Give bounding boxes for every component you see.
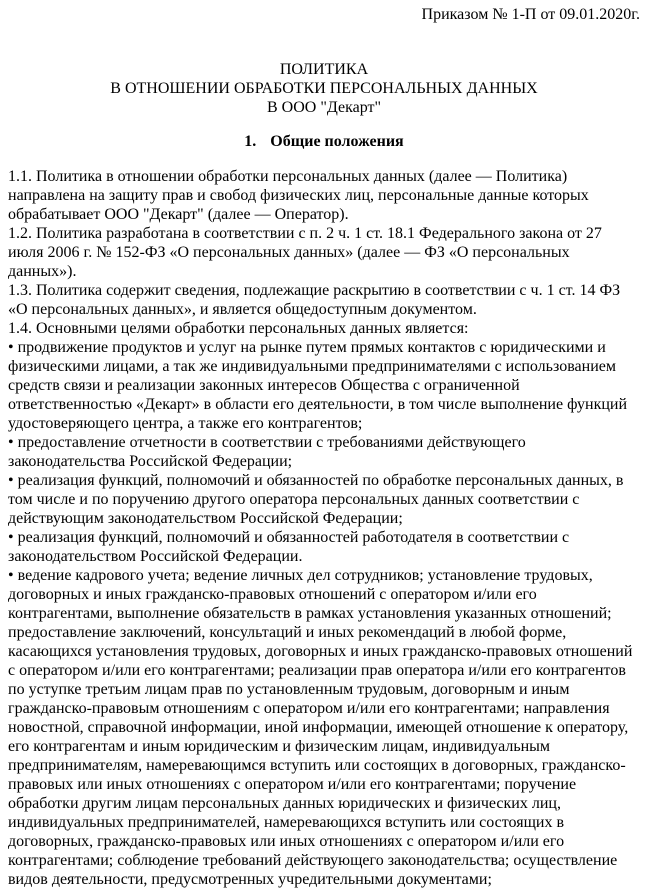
bullet-item-goals-hr-and-relations: • ведение кадрового учета; ведение личных дел сотрудников; установление трудовых, договорных и иных гражданско-правовых отношений с оператором и/или его контрагентами, выполнение обязательств в рамках установления указанных отношений; предоставление заключений, консультаций и иных рекомендаций в любой форме, касающихся установления трудовых, договорных и иных гражданско-правовых отношений с оператором и/или его контрагентами; реализации прав оператора и/или его контрагентов по уступке третьим лицам прав по установленным трудовым, договорным и иным гражданско-правовым отношениям с оператором и/или его контрагентами; направления новостной, справочной информации, иной информации, имеющей отношение к оператору, его контрагентам и иным юридическим и физическим лицам, индивидуальным предпринимателям, намеревающимся вступить или состоящих в договорных, гражданско-правовых или иных отношениях с оператором и/или его контрагентами; поручение обработки другим лицам персональных данных юридических и физических лиц, индивидуальных предпринимателей, намеревающихся вступить или состоящих в договорных, гражданско-правовых или иных отношениях с оператором и/или его контрагентами; соблюдение требований действующего законодательства; осуществление видов деятельности, предусмотренных учредительными документами; [8, 567, 633, 888]
approval-line: Приказом № 1-П от 09.01.2020г. [421, 6, 640, 23]
paragraph-1-4: 1.4. Основными целями обработки персональных данных является: [8, 320, 469, 337]
bullet-item-goals-employer-functions: • реализация функций, полномочий и обязанностей работодателя в соответствии с законодательством Российской Федерации. [8, 529, 570, 565]
section-number: 1. [244, 133, 257, 150]
title-line-3: В ООО "Декарт" [266, 99, 382, 116]
section-title: Общие положения [270, 133, 404, 150]
section-heading [0, 132, 648, 151]
document-title [0, 60, 648, 117]
title-line-2: В ОТНОШЕНИИ ОБРАБОТКИ ПЕРСОНАЛЬНЫХ ДАННЫХ [110, 80, 538, 97]
document-body [0, 167, 648, 889]
title-line-1: ПОЛИТИКА [279, 61, 369, 78]
paragraph-1-3: 1.3. Политика содержит сведения, подлежащие раскрытию в соответствии с ч. 1 ст. 14 ФЗ «О персональных данных», и является общедоступным документом. [8, 282, 621, 318]
paragraph-1-2: 1.2. Политика разработана в соответствии с п. 2 ч. 1 ст. 18.1 Федерального закона от 27 июля 2006 г. № 152-ФЗ «О персональных данных» (далее — ФЗ «О персональных данных»). [8, 225, 602, 280]
bullet-item-goals-promotion: • продвижение продуктов и услуг на рынке путем прямых контактов с юридическими и физическими лицами, а так же индивидуальными предпринимателями с использованием средств связи и реализации законных интересов Общества с ограниченной ответственностью «Декарт» в области его деятельности, в том числе выполнение функций удостоверяющего центра, а также его контрагентов; [8, 339, 628, 432]
bullet-item-goals-processing-functions: • реализация функций, полномочий и обязанностей по обработке персональных данных, в том числе и по поручению другого оператора персональных данных соответствии с действующим законодательством Российской Федерации; [8, 472, 624, 527]
paragraph-1-1: 1.1. Политика в отношении обработки персональных данных (далее — Политика) направлена на защиту прав и свобод физических лиц, персональные данные которых обрабатывает ООО "Декарт" (далее — Оператор). [8, 168, 589, 223]
bullet-item-goals-reporting: • предоставление отчетности в соответствии с требованиями действующего законодательства Российской Федерации; [8, 434, 526, 470]
